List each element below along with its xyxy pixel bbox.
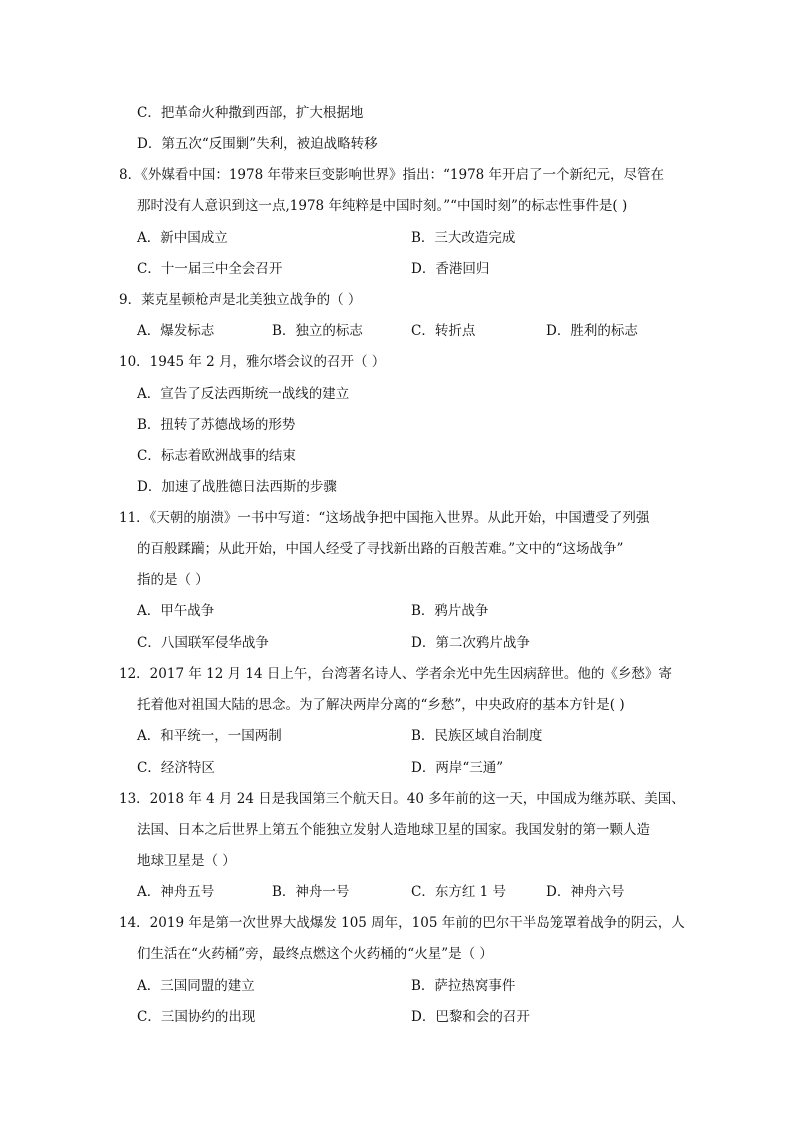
- q10-option-d: D．加速了战胜德日法西斯的步骤: [137, 479, 337, 495]
- q13-stem-line-1: 13．2018 年 4 月 24 日是我国第三个航天日。40 多年前的这一天，中国成为继苏联、美国、: [119, 791, 685, 807]
- q7-option-c: C．把革命火种撒到西部，扩大根据地: [137, 105, 364, 121]
- q8-option-a: A．新中国成立: [137, 230, 228, 246]
- q8-option-d: D．香港回归: [411, 261, 490, 277]
- q14-option-b: B．萨拉热窝事件: [411, 978, 516, 994]
- q14-option-c: C．三国协约的出现: [137, 1009, 256, 1025]
- q11-option-a: A．甲午战争: [137, 603, 215, 619]
- q9-option-b: B．独立的标志: [272, 323, 363, 339]
- q14-stem-line-2: 们生活在“火药桶”旁，最终点燃这个火药桶的“火星”是（ ）: [137, 946, 493, 962]
- q12-option-d: D．两岸“三通”: [411, 760, 504, 776]
- q11-stem-line-3: 指的是（ ）: [137, 572, 209, 588]
- q8-stem-line-1: 8．《外媒看中国：1978 年带来巨变影响世界》指出：“1978 年开启了一个新纪元，尽管在: [119, 167, 665, 183]
- q13-option-c: C．东方红 1 号: [411, 884, 507, 900]
- q13-stem-line-3: 地球卫星是（ ）: [137, 853, 236, 869]
- q11-stem-line-2: 的百般蹂躏；从此开始，中国人经受了寻找新出路的百般苦难。”文中的“这场战争”: [137, 541, 624, 557]
- q8-option-b: B．三大改造完成: [411, 230, 516, 246]
- q9-option-c: C．转折点: [411, 323, 476, 339]
- q14-stem-line-1: 14．2019 年是第一次世界大战爆发 105 周年，105 年前的巴尔干半岛笼罩着战争的阴云，人: [119, 915, 685, 931]
- q7-option-d: D．第五次“反围剿”失利，被迫战略转移: [137, 136, 378, 152]
- q10-option-c: C．标志着欧洲战事的结束: [137, 448, 296, 464]
- q13-option-a: A．神舟五号: [137, 884, 215, 900]
- q14-option-a: A．三国同盟的建立: [137, 978, 255, 994]
- q12-stem-line-2: 托着他对祖国大陆的思念。为了解决两岸分离的“乡愁”，中央政府的基本方针是( ): [137, 697, 625, 713]
- q13-option-d: D．神舟六号: [546, 884, 625, 900]
- q13-option-b: B．神舟一号: [272, 884, 350, 900]
- q11-option-d: D．第二次鸦片战争: [411, 635, 530, 651]
- q10-option-a: A．宣告了反法西斯统一战线的建立: [137, 386, 350, 402]
- q12-option-b: B．民族区域自治制度: [411, 728, 543, 744]
- q9-option-d: D．胜利的标志: [546, 323, 638, 339]
- q12-stem-line-1: 12．2017 年 12 月 14 日上午，台湾著名诗人、学者余光中先生因病辞世。他的《乡愁》寄: [119, 666, 672, 682]
- q12-option-a: A．和平统一，一国两制: [137, 728, 282, 744]
- q8-option-c: C．十一届三中全会召开: [137, 261, 283, 277]
- q10-option-b: B．扭转了苏德战场的形势: [137, 417, 296, 433]
- q8-stem-line-2: 那时没有人意识到这一点,1978 年纯粹是中国时刻。”“中国时刻”的标志性事件是( ): [137, 198, 628, 214]
- q9-option-a: A．爆发标志: [137, 323, 215, 339]
- q10-stem-line-1: 10．1945 年 2 月，雅尔塔会议的召开（ ）: [119, 354, 386, 370]
- q11-stem-line-1: 11．《天朝的崩溃》一书中写道：“这场战争把中国拖入世界。从此开始，中国遭受了列强: [119, 510, 650, 526]
- q13-stem-line-2: 法国、日本之后世界上第五个能独立发射人造地球卫星的国家。我国发射的第一颗人造: [137, 822, 650, 838]
- q11-option-c: C．八国联军侵华战争: [137, 635, 269, 651]
- q12-option-c: C．经济特区: [137, 760, 215, 776]
- q9-stem-line-1: 9．莱克星顿枪声是北美独立战争的（ ）: [119, 292, 362, 308]
- q14-option-d: D．巴黎和会的召开: [411, 1009, 530, 1025]
- q11-option-b: B．鸦片战争: [411, 603, 489, 619]
